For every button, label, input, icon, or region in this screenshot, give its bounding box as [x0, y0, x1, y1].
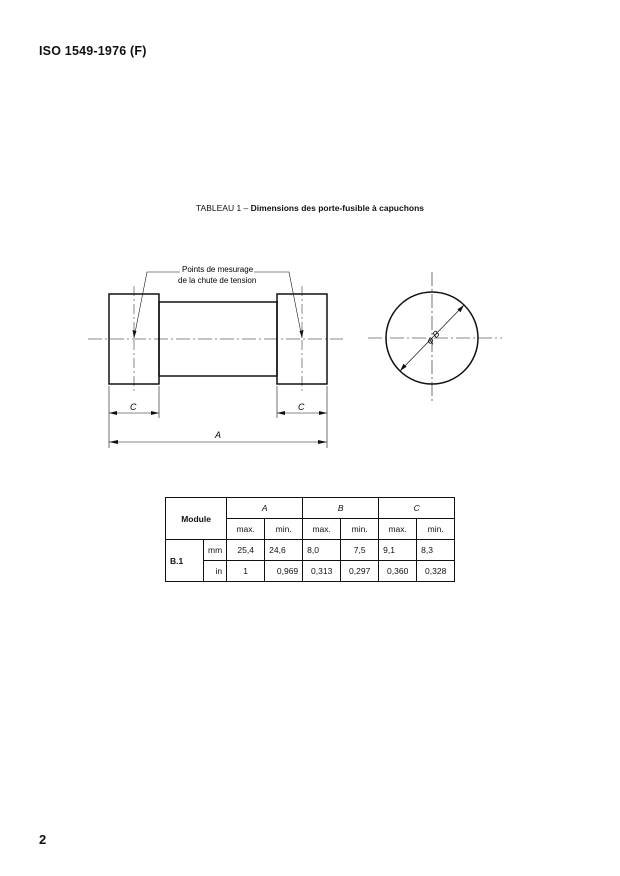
label-c-left: C	[130, 402, 137, 412]
subheader-b-min: min.	[341, 519, 379, 540]
right-leader	[254, 272, 302, 338]
value-cell: 8,3	[417, 540, 455, 561]
subheader-c-max: max.	[379, 519, 417, 540]
value-cell: 0,313	[303, 561, 341, 582]
document-id: ISO 1549-1976 (F)	[39, 44, 147, 58]
value-cell: 0,297	[341, 561, 379, 582]
col-group-c: C	[379, 498, 455, 519]
value-cell: 9,1	[379, 540, 417, 561]
module-name: B.1	[166, 540, 204, 582]
unit-cell: mm	[204, 540, 227, 561]
table-row	[166, 540, 455, 561]
subheader-c-min: min.	[417, 519, 455, 540]
unit-cell: in	[204, 561, 227, 582]
note-line-2: de la chute de tension	[178, 276, 257, 285]
col-group-b: B	[303, 498, 379, 519]
dimensions-table	[165, 497, 455, 582]
module-header: Module	[166, 498, 227, 540]
value-cell: 24,6	[265, 540, 303, 561]
value-cell: 8,0	[303, 540, 341, 561]
value-cell: 25,4	[227, 540, 265, 561]
label-c-right: C	[298, 402, 305, 412]
caption-prefix: TABLEAU 1 –	[196, 203, 251, 213]
value-cell: 0,969	[265, 561, 303, 582]
col-group-a: A	[227, 498, 303, 519]
value-cell: 1	[227, 561, 265, 582]
value-cell: 0,360	[379, 561, 417, 582]
label-a: A	[215, 430, 222, 440]
table-row	[166, 561, 455, 582]
subheader-a-min: min.	[265, 519, 303, 540]
value-cell: 7,5	[341, 540, 379, 561]
label-phi-b: φ B	[424, 328, 442, 346]
subheader-a-max: max.	[227, 519, 265, 540]
subheader-b-max: max.	[303, 519, 341, 540]
page-number: 2	[39, 832, 47, 847]
value-cell: 0,328	[417, 561, 455, 582]
caption-title: Dimensions des porte-fusible à capuchons	[250, 203, 424, 213]
left-leader	[134, 272, 180, 338]
note-line-1: Points de mesurage	[182, 265, 254, 274]
